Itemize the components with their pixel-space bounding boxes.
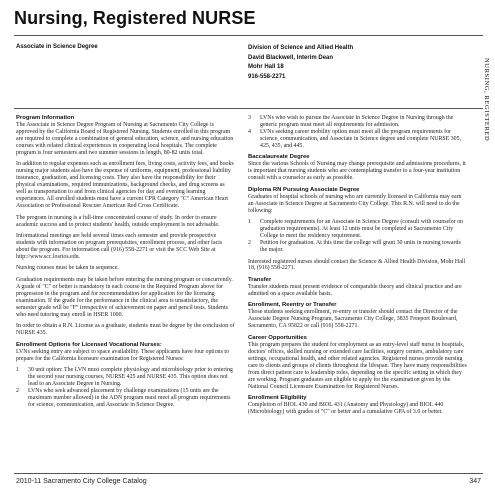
list-text: Petition for graduation. At this time the college will grant 30 units in nursing towards the major. [260, 240, 461, 253]
list-item [248, 240, 468, 254]
division-phone: 916-558-2271 [248, 73, 286, 80]
lvn-heading: Enrollment Options for Licensed Vocational Nurses: [16, 341, 162, 348]
list-number: 1 [16, 367, 19, 374]
section-rule [14, 108, 483, 109]
list-text: LVNs who seek advanced placement by challenge examinations (15 units are the maximum number allowed) in the ADN program must meet all program requirements for science, communication, and Associate in Science Degree. [28, 388, 231, 409]
side-section-label: NURSING, REGISTERED [483, 58, 490, 142]
lvn-options-list [16, 367, 236, 409]
list-item [16, 367, 236, 388]
degree-label: Associate in Science Degree [16, 44, 98, 50]
right-column [248, 115, 468, 470]
meetings-text: Informational meetings are held several times each semester and provide prospective students with information on program prerequisites, enrollment process, and other facts about the program. For information call (916) 558-2271 or visit the SCC Web Site at http://www.scc.losrios.edu. [16, 233, 223, 260]
footer-catalog: 2010-11 Sacramento City College Catalog [16, 478, 147, 485]
diploma-steps-list [248, 219, 468, 254]
program-info-heading: Program Information [16, 115, 75, 121]
list-text: LVNs who wish to pursue the Associate in Science Degree in Nursing through the generic program must meet all requirements for admission. [260, 115, 454, 128]
rn-license-text: In order to obtain a R.N. License as a graduate, students must be degree by the conclusion of NURSE 435. [16, 323, 235, 337]
left-column [16, 115, 236, 470]
list-item [248, 129, 468, 150]
division-name: Division of Science and Allied Health [248, 45, 354, 51]
page-title: Nursing, Registered NURSE [14, 8, 256, 28]
interested-text: Interested registered nurses should contact the Science & Allied Health Division, Mohr Hall 18, (916) 558-2271. [248, 258, 466, 272]
career-heading: Career Opportunities [248, 334, 307, 341]
eligibility-heading: Enrollment Eligibility [248, 395, 307, 402]
header-rule [14, 35, 483, 36]
list-text: 30 unit option: The LVN must complete physiology and microbiology prior to entering the second year nursing courses, NURSE 425 and NURSE 435. This option does not lead to an Associate Degree in Nursing. [28, 367, 233, 388]
transfer-heading: Transfer [248, 277, 272, 284]
list-text: LVNs seeking career mobility option must meet all the program requirements for science, communication, and Associate in Science degree and complete NURSE 305, 425, 435, and 445. [260, 128, 462, 149]
list-number: 2 [248, 240, 251, 247]
division-location: Mohr Hall 18 [248, 64, 284, 71]
program-info-text: The Associate in Science Degree Program of Nursing at Sacramento City College is approved by the California Board of Registered Nursing. Students enrolled in this program are required to complete a combination of general education, science, and nursing education courses with related clinical experiences in cooperating local hospitals. The complete program is four semesters and two summer sessions in length, 80-82 units total. [16, 121, 234, 156]
bacc-heading: Baccalaureate Degree [248, 154, 310, 161]
list-item [248, 219, 468, 240]
bacc-text: Since the various Schools of Nursing may change prerequisite and admissions procedures, it is important that nursing students who are contemplating transfer to a four-year institution consult with a counselor as early as possible. [248, 161, 466, 182]
list-number: 4 [248, 128, 251, 135]
division-contact [248, 44, 353, 82]
list-number: 3 [248, 115, 251, 121]
footer-rule [14, 473, 483, 474]
list-number: 2 [16, 388, 19, 395]
list-item [248, 115, 468, 129]
transfer-text: Transfer students must present evidence of comparable theory and clinical practice and are admitted on a space available basis. [248, 283, 462, 297]
costs-text: In addition to regular expenses such as enrollment fees, living costs, activity fees, and books nursing major students also have the expense of uniforms, equipment, professional liability insurance, graduation, and licensing costs. They also have the responsibility for their physical examinations, required immunizations, background checks, and drug screens as well as transportation to and from clinical agencies for day and evening learning experiences. All enrolled students must have a current CPR Category "C" American Heart Association or Professional Rescuer American Red Cross Certificate. [16, 161, 234, 210]
lvn-options-continued-list [248, 115, 468, 150]
reentry-text: Those students seeking enrollment, re-entry or transfer should contact the Director of the Associate Degree Nursing Program, Sacramento City College, 3835 Freeport Boulevard, Sacramento, CA 95822 or call (916) 558-2271. [248, 309, 458, 330]
lvn-intro: LVNs seeking entry are subject to space availability. These applicants have four options to prepare for the California licensure examination for Registered Nurses: [16, 348, 229, 362]
page-number: 347 [469, 478, 481, 485]
fulltime-text: The program in nursing is a full-time concentrated course of study. In order to ensure academic success and to protect students' health, outside employment is not advisable. [16, 214, 220, 228]
list-text: Complete requirements for an Associate in Science Degree (consult with counselor on graduation requirements). At least 12 units must be completed at Sacramento City College to meet the residency requirement. [260, 219, 464, 240]
reentry-heading: Enrollment, Reentry or Transfer [248, 302, 337, 309]
grad-req-text: Graduation requirements may be taken before entering the nursing program or concurrently. A grade of "C" or better is mandatory in each course in the Required Program above for progression in the program and for recommendation for application for the licensing examination. If the grade for the performance in the clinical area is unsatisfactory, the semester grade will be "F" irrespective of achievement on paper and pencil tests. Students who need tutoring may enroll in HSER 1000. [16, 277, 233, 318]
career-text: This program prepares the student for employment as an entry-level staff nurse in hospitals, doctors' offices, skilled nursing or extended care facilities, surgery centers, ambulatory care settings, occupational health, and other related agencies. Registered nurses provide nursing care to clients and groups of clients throughout the lifespan. They have many responsibilities from direct patient care to leadership roles, depending on the specific setting in which they are working. Program graduates are eligible to apply for the examination given by the National Council Licensure Examination for Registered Nurses. [248, 341, 467, 390]
division-dean: David Blackwell, Interim Dean [248, 54, 334, 61]
eligibility-text: Completion of BIOL 430 and BIOL 431 (Anatomy and Physiology) and BIOL 440 (Microbiology) with grades of "C" or better and a cumulative GPA of 3.0 or better. [248, 402, 444, 416]
sequence-text: Nursing courses must be taken in sequence. [16, 265, 119, 272]
diploma-heading: Diploma RN Pursuing Associate Degree [248, 186, 360, 193]
list-number: 1 [248, 219, 251, 226]
diploma-text: Graduates of hospital schools of nursing who are currently licensed in California may earn an Associate in Science Degree at Sacramento City College. This R.N. will need to do the following: [248, 193, 462, 214]
list-item [16, 388, 236, 409]
